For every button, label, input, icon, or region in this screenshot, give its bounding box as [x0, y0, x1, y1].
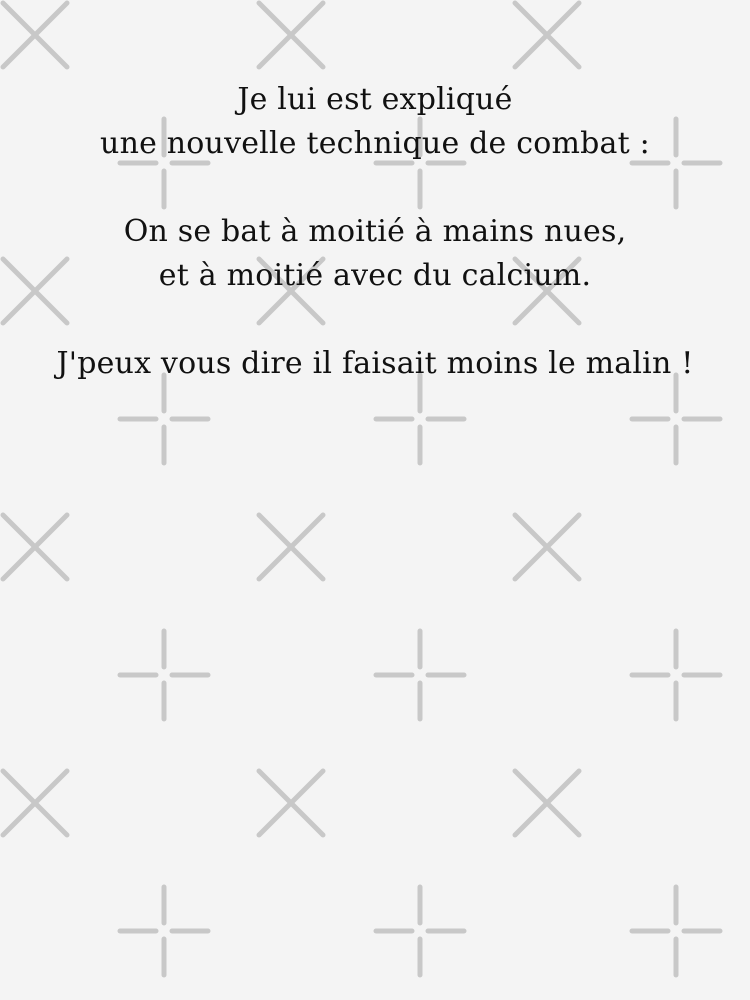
- plus-cross-icon: [120, 887, 208, 975]
- quote-line-4: et à moitié avec du calcium.: [158, 258, 592, 293]
- plus-cross-icon: [376, 631, 464, 719]
- plus-cross-icon: [632, 375, 720, 463]
- quote-line-5: J'peux vous dire il faisait moins le malin !: [56, 346, 694, 381]
- quote-line-3: On se bat à moitié à mains nues,: [123, 214, 627, 249]
- x-cross-icon: [3, 771, 67, 835]
- x-cross-icon: [515, 3, 579, 67]
- plus-cross-icon: [120, 631, 208, 719]
- x-cross-icon: [259, 771, 323, 835]
- x-cross-icon: [515, 771, 579, 835]
- plus-cross-icon: [376, 887, 464, 975]
- x-cross-icon: [259, 3, 323, 67]
- quote-line-1: Je lui est expliqué: [237, 82, 513, 117]
- x-cross-icon: [3, 515, 67, 579]
- x-cross-icon: [515, 515, 579, 579]
- plus-cross-icon: [632, 887, 720, 975]
- quote-text: [0, 78, 750, 386]
- plus-cross-icon: [120, 375, 208, 463]
- quote-line-2: une nouvelle technique de combat :: [100, 126, 650, 161]
- line-spacer: [0, 166, 750, 210]
- x-cross-icon: [259, 515, 323, 579]
- line-spacer: [0, 298, 750, 342]
- x-cross-icon: [3, 3, 67, 67]
- plus-cross-icon: [376, 375, 464, 463]
- plus-cross-icon: [632, 631, 720, 719]
